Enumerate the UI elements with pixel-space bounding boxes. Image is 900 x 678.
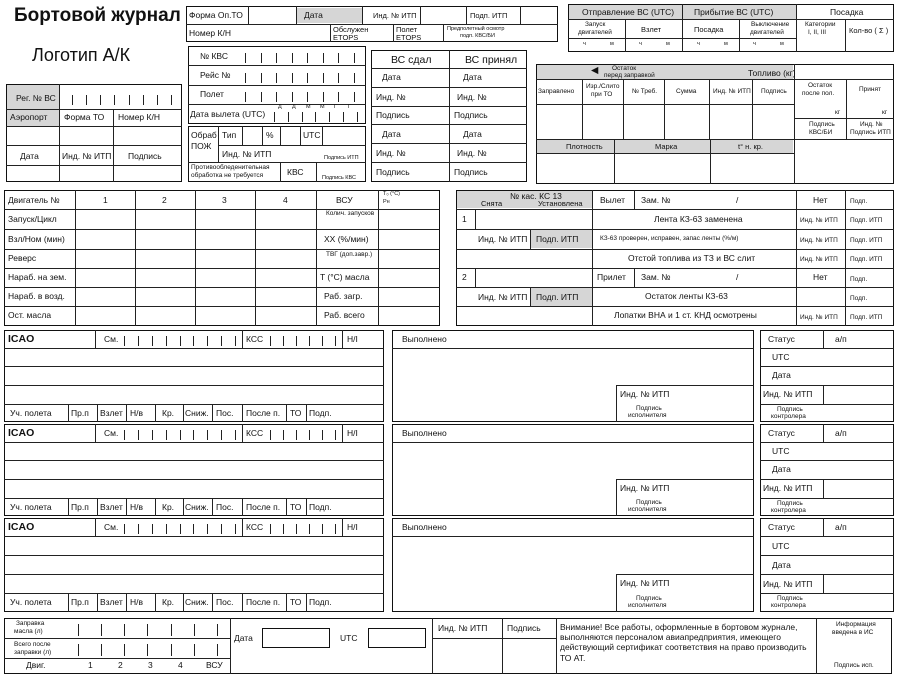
ind-itp-1: Инд. № ИТП [800,217,838,224]
prin-data: Дата [463,72,482,82]
prin-data-2: Дата [463,129,482,139]
page-title: Бортовой журнал [14,5,181,26]
right-t-masla: T (°C) масла [320,272,370,282]
podpis-kontrolera-3: Подпись [777,595,803,602]
data-label: Дата [20,151,39,161]
net-label-2: Нет [813,272,828,282]
right-kolich: Колич. запусков [326,210,375,217]
ap-label: а/п [835,522,847,532]
zapravki-label: заправки (л) [14,649,52,656]
nomer-kn-label: Номер К/Н [189,28,231,38]
kas-label: № кас. КС 13 [510,191,562,201]
bottom-ind-itp: Инд. № ИТП [438,623,488,633]
podpis-itp-label: Подпись ИТП [324,155,359,161]
date-field[interactable] [262,628,330,648]
icao-label: ICAO [8,521,35,533]
obsluzhen-label: Обслужен [333,25,369,34]
sdal-data-2: Дата [382,129,401,139]
engine-num-3: 3 [222,195,227,205]
ind-itp-label: Инд. № ИТП [620,483,670,493]
forma-to-label: Форма ТО [64,112,105,122]
protivo-label: Противообледенительная [191,164,270,171]
uch-0: Уч. полета [10,597,52,607]
net-label-1: Нет [813,195,828,205]
uch-7: После п. [246,597,281,607]
pered-label: перед заправкой [604,72,655,79]
zapusk-label: Запуск [585,21,606,28]
kss-digit-ticks [270,430,336,440]
eng-4: 4 [178,660,183,670]
zam-label: Зам. № [641,195,671,205]
posadka-label: Посадка [694,25,724,34]
slash-2: / [736,272,739,282]
row-narab-vozd: Нараб. в возд. [8,291,65,301]
eng-1: 1 [88,660,93,670]
hm-m4: м [780,41,784,47]
dvig-label: Двигатель № [8,195,60,205]
kss-digit-ticks [270,336,336,346]
ind-itp-left-1: Инд. № ИТП [478,234,528,244]
tv-label: Т₀ (°C) [383,191,401,197]
kvs-digit-ticks [245,53,355,63]
vykl-label: Выключение [751,21,790,28]
hm-h3: ч [697,41,700,47]
kvsbi-label: КВС/БИ [809,129,833,136]
kc-num-2: 2 [462,272,467,282]
podp-itp-1: Подп. ИТП [850,217,883,224]
polet-digit-ticks [245,92,355,102]
zapravka-label: Заправка [16,620,45,627]
uch-8: ТО [290,597,302,607]
bottom-utc-label: UTC [340,633,358,643]
eng-2: 2 [118,660,123,670]
masla-label: масла (л) [14,628,43,635]
posadka-head: Посадка [830,7,864,17]
uch-4: Кр. [162,408,175,418]
sdal-podpis: Подпись [376,110,410,120]
nl-label: Н/I [347,522,358,532]
eng-3: 3 [148,660,153,670]
uch-9: Подп. [309,408,332,418]
plotnost-label: Плотность [566,142,603,151]
prinyat-label: Принят [859,86,882,93]
ind-itp-label: Инд. № ИТП [620,578,670,588]
uch-4: Кр. [162,502,175,512]
nomer-kn-label: Номер К/Н [118,112,160,122]
pn-label: Рн [383,199,390,205]
uch-6: Пос. [216,597,234,607]
date-digit-ticks [274,112,358,122]
slash-1: / [736,195,739,205]
sm-digit-ticks [124,336,236,346]
proveren-label: КЗ-63 проверен, исправен, запас ленты (%/м) [600,235,739,242]
podp-itp-left-1: Подп. ИТП [536,234,579,244]
uch-0: Уч. полета [10,502,52,512]
podpis-label: Подпись [761,88,787,95]
dvig2-label: двигателей [750,29,784,36]
hm-m3: м [724,41,728,47]
ind-itp-2: Инд. № ИТП [800,237,838,244]
uch-2: Взлет [100,502,123,512]
podp-label-1: Подп. [850,198,868,205]
uch-2: Взлет [100,408,123,418]
etops-label: ETOPS [333,33,359,42]
status-label: Статус [768,334,795,344]
otpr-label: Отправление ВС (UTC) [582,7,675,17]
uch-9: Подп. [309,597,332,607]
sdal-ind: Инд. № [376,92,406,102]
reg-digit-ticks [72,95,172,105]
defect-mid-3 [392,518,754,612]
kss-label: КСС [246,428,264,438]
vypolneno-label: Выполнено [402,428,447,438]
vzlet-label: Взлет [641,25,662,34]
uch-3: Н/в [130,502,144,512]
dmy-y2: Г [348,104,351,110]
podpis-kvs-label: Подпись [809,121,835,128]
dmy-m1: М [306,104,311,110]
dvig-label: двигателей [578,29,612,36]
ind-itp-right: Инд. № ИТП [763,389,813,399]
kss-label: КСС [246,522,264,532]
ind-itp-right: Инд. № ИТП [763,579,813,589]
kss-label: КСС [246,334,264,344]
podpis-isp-label: Подпись исп. [834,662,874,669]
dvig-label: Двиг. [26,660,46,670]
ost-posle-label: Остаток [808,82,833,89]
podp-itp-2: Подп. ИТП [850,237,883,244]
right-rab-zagr: Раб. загр. [324,291,363,301]
podpis-label: Подпись [636,405,662,412]
uch-8: ТО [290,408,302,418]
ind-itp-3: Инд. № ИТП [800,256,838,263]
uch-8: ТО [290,502,302,512]
uch-5: Сниж. [185,502,209,512]
data-label: Дата [772,464,791,474]
uch-7: После п. [246,408,281,418]
izr-label: Изр./Слито [586,83,620,90]
ustanovlena-label: Установлена [538,199,583,208]
ind-itp-label: Инд. № ИТП [222,149,272,159]
ind-itp-4: Инд. № ИТП [800,314,838,321]
pct-label: % [266,130,274,140]
utc-label: UTC [772,446,790,456]
predpolet-label: Предполетный осмотр [447,26,505,32]
kat-label: Категории [805,21,836,28]
ap-label: а/п [835,428,847,438]
prin-ind-2: Инд. № [457,148,487,158]
podp-kvs-label: подп. КВС/БИ [460,33,495,39]
uch-5: Сниж. [185,408,209,418]
data-label: Дата [772,560,791,570]
podp-itp-label: Подп. ИТП [470,11,508,20]
podpis-kontrolera-1: Подпись [777,406,803,413]
hm-h1: ч [583,41,586,47]
prib-label: Прибытие ВС (UTC) [694,7,774,17]
dmy-d1: Д [278,104,282,110]
obrab-label: Обраб [191,130,217,140]
kc-num-1: 1 [462,214,467,224]
ostatok-lenty-label: Остаток ленты КЗ-63 [645,291,728,301]
podp-itp-4: Подп. ИТП [850,314,883,321]
ostatok-label: Остаток [612,65,637,72]
dmy-m2: М [320,104,325,110]
dmy-d2: Д [292,104,296,110]
pozh-label: ПОЖ [191,141,212,151]
uch-6: Пос. [216,408,234,418]
ap-label: а/п [835,334,847,344]
uch-1: Пр.п [71,408,89,418]
podp-label-2: Подп. [850,276,868,283]
kontrolera-label: контролера [771,413,806,420]
vylet-label: Вылет [600,195,626,205]
podpis-label: Подпись [128,151,162,161]
sdal-ind-2: Инд. № [376,148,406,158]
ind-itp-right: Инд. № ИТП [763,483,813,493]
podpis-label: Подпись [636,595,662,602]
obrabotka-label: обработка не требуется [191,172,264,179]
polet-label: Полет [396,25,418,34]
kolvo-label: Кол-во ( Σ ) [849,26,889,35]
polet-label: Полет [200,89,224,99]
etops-label-2: ETOPS [396,33,422,42]
engine-num-1: 1 [103,195,108,205]
hm-h4: ч [753,41,756,47]
ind-itp-label: Инд. № ИТП [713,88,751,95]
hm-m2: м [666,41,670,47]
prin-ind: Инд. № [457,92,487,102]
podpis-itp-label: Подпись ИТП [850,129,891,136]
vsu-label: ВСУ [336,195,353,205]
vvedena-label: введена в ИС [832,629,874,636]
bottom-data-label: Дата [234,633,253,643]
treb-label: № Треб. [632,88,658,95]
utc-label: UTC [772,352,790,362]
ispolnitelya-label: исполнителя [628,506,667,513]
pri-to-label: при ТО [591,91,613,98]
airline-logo-placeholder: Логотип А/К [32,45,131,65]
lenta-label: Лента КЗ-63 заменена [654,214,743,224]
uch-6: Пос. [216,502,234,512]
ind-itp-left-2: Инд. № ИТП [478,292,528,302]
dmy-y1: Г [334,104,337,110]
vsego-label: Всего после [14,641,51,648]
uch-7: После п. [246,502,281,512]
hm-m1: м [610,41,614,47]
fuel-box [536,64,894,184]
oil-total-ticks [78,644,218,656]
otstoy-label: Отстой топлива из ТЗ и ВС слит [628,253,756,263]
info-label: Информация [836,621,876,628]
data-vyleta-label: Дата вылета (UTC) [190,109,266,119]
uch-2: Взлет [100,597,123,607]
ispolnitelya-label: исполнителя [628,412,667,419]
row-narab-zem: Нараб. на зем. [8,272,67,282]
prin-podpis: Подпись [454,110,488,120]
icao-label: ICAO [8,333,35,345]
sm-label: См. [104,428,119,438]
prin-podpis-2: Подпись [454,167,488,177]
vs-sdal-label: ВС сдал [391,54,432,66]
forma-op-to-label: Форма Оп.ТО [189,10,243,20]
hm-h2: ч [639,41,642,47]
ind-itp-label: Инд. № ИТП [62,151,112,161]
kontrolera-label: контролера [771,507,806,514]
bottom-podpis: Подпись [507,623,541,633]
t-kr-label: t° н. кр. [738,142,764,151]
podpis-label: Подпись [636,499,662,506]
podp-itp-3: Подп. ИТП [850,256,883,263]
zapravleno-label: Заправлено [538,88,575,95]
arrow-left-icon: ◀ [591,65,599,76]
nl-label: Н/I [347,334,358,344]
right-rab-vsego: Раб. всего [324,310,365,320]
right-xx: XX (%/мин) [324,234,369,244]
status-label: Статус [768,428,795,438]
engine-num-4: 4 [283,195,288,205]
utc-label: UTC [303,130,321,140]
kvs-short-label: КВС [287,167,304,177]
eng-vsu: ВСУ [206,660,223,670]
kg2-label: кг [882,109,888,116]
lopatki-label: Лопатки ВНА и 1 ст. КНД осмотрены [614,310,757,320]
sm-digit-ticks [124,430,236,440]
uch-0: Уч. полета [10,408,52,418]
uch-4: Кр. [162,597,175,607]
right-tvg: ТВГ (доп.завр.) [326,251,373,258]
data-label: Дата [772,370,791,380]
snyata-label: Снята [481,199,503,208]
kg1-label: кг [835,109,841,116]
kontrolera-label: контролера [771,602,806,609]
notice-text: Внимание! Все работы, оформленные в бортовом журнале, выполняются персоналом авиапредприятия, имеющего действующий сертификат соответствия на право производить ТО АТ. [560,622,807,663]
kss-digit-ticks [270,524,336,534]
vypolneno-label: Выполнено [402,334,447,344]
oil-fill-ticks [78,624,218,636]
row-zapusk: Запуск/Цикл [8,214,57,224]
prilet-label: Прилет [597,272,626,282]
marka-label: Марка [655,142,678,151]
podpis-kvs-label: Подпись КВС [322,175,356,181]
vypolneno-label: Выполнено [402,522,447,532]
row-vzl: Взл/Ном (мин) [8,234,65,244]
reis-digit-ticks [245,73,355,83]
podpis-kontrolera-2: Подпись [777,500,803,507]
airport-label: Аэропорт [10,112,48,122]
vs-prinyal-label: ВС принял [465,54,518,66]
podp-label-3: Подп. [850,295,868,302]
icao-label: ICAO [8,427,35,439]
tip-label: Тип [222,130,237,140]
engine-num-2: 2 [162,195,167,205]
utc-label: UTC [772,541,790,551]
reis-label: Рейс № [200,70,231,80]
uch-3: Н/в [130,597,144,607]
sm-digit-ticks [124,524,236,534]
row-revers: Реверс [8,253,37,263]
ind-itp-label: Инд. № ИТП [620,389,670,399]
date-label: Дата [304,10,323,20]
sdal-data: Дата [382,72,401,82]
toplivo-label: Топливо (кг) [748,68,796,78]
ind-n-label: Инд. № [860,121,883,128]
status-label: Статус [768,522,795,532]
sdal-podpis-2: Подпись [376,167,410,177]
summa-label: Сумма [676,88,697,95]
uch-9: Подп. [309,502,332,512]
utc-field[interactable] [368,628,426,648]
reg-label: Рег. № ВС [16,93,56,103]
posle-pol-label: после пол. [802,90,835,97]
row-ost-masla: Ост. масла [8,310,52,320]
uch-1: Пр.п [71,502,89,512]
kat-vals: I, II, III [808,29,827,36]
uch-5: Сниж. [185,597,209,607]
ind-itp-label: Инд. № ИТП [373,11,417,20]
uch-1: Пр.п [71,597,89,607]
kvs-label: № КВС [200,51,228,61]
zam-label-2: Зам. № [641,272,671,282]
ispolnitelya-label: исполнителя [628,602,667,609]
uch-3: Н/в [130,408,144,418]
sm-label: См. [104,522,119,532]
podp-itp-left-2: Подп. ИТП [536,292,579,302]
nl-label: Н/I [347,428,358,438]
sm-label: См. [104,334,119,344]
